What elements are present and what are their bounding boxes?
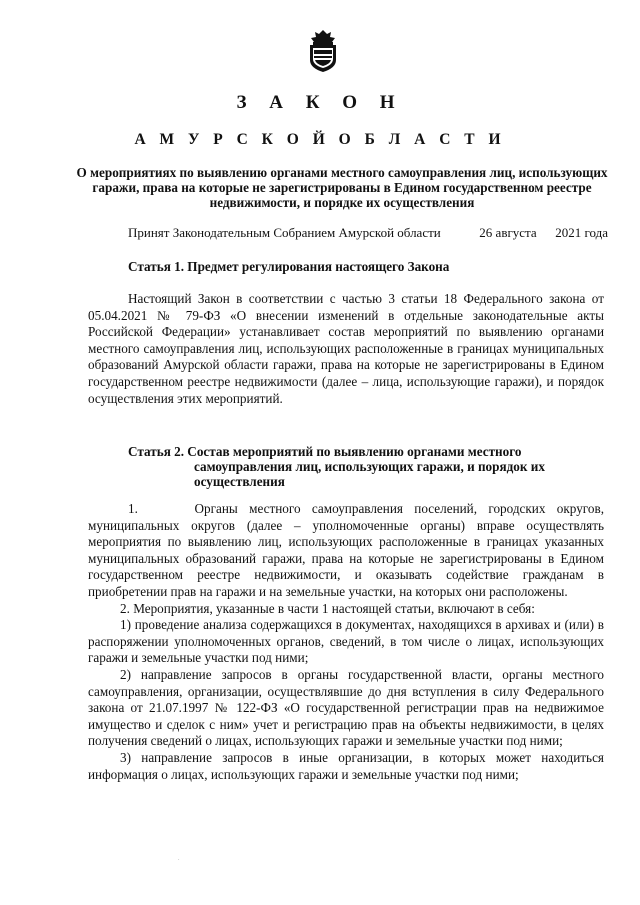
- article-2-paragraph: 2. Мероприятия, указанные в части 1 настоящей статьи, включают в себя:: [120, 600, 535, 616]
- scan-mark: .: [178, 856, 180, 862]
- article-1-body: [88, 291, 604, 407]
- adoption-year: 2021 года: [555, 225, 608, 240]
- article-2-paragraph: 1. Органы местного самоуправления поселений, городских округов, муниципальных округов (далее – уполномоченные органы) вправе осуществлять мероприятия по выявлению лиц, использующих расположенные в границах указанных муниципальных образований гаражи, права на которые не зарегистрированы в Едином государственном реестре недвижимости, и оказывать содействие гражданам в приобретении прав на гаражи и на земельные участки, на которых они расположены.: [88, 501, 604, 599]
- document-title: З А К О Н: [236, 92, 404, 113]
- article-1-title: Статья 1. Предмет регулирования настоящего Закона: [128, 259, 450, 274]
- article-2-title-rest: самоуправления лиц, использующих гаражи, и порядок их осуществления: [194, 459, 545, 489]
- amur-region-coat-of-arms-icon: [305, 28, 341, 74]
- article-2-paragraph: 2) направление запросов в органы государственной власти, органы местного самоуправления, организации, осуществлявшие до дня вступления в силу Федерального закона от 21.07.1997 № 122-ФЗ «О государственной регистрации прав на недвижимое имущество и сделок с ним» учет и регистрацию прав на объекты недвижимости, в целях получения сведений о лицах, использующих гаражи и земельные участки под ними;: [88, 666, 604, 749]
- adoption-line: [128, 225, 608, 241]
- article-2-paragraph: 1) проведение анализа содержащихся в документах, находящихся в архивах и (или) в распоряжении уполномоченных органов, сведений, в том числе о лицах, использующих гаражи и земельные участки под ними;: [88, 617, 604, 666]
- article-1-paragraph: Настоящий Закон в соответствии с частью 3 статьи 18 Федерального закона от 05.04.2021 № 79-ФЗ «О внесении изменений в отдельные законодательные акты Российской Федерации» устанавливает состав мероприятий по выявлению органами местного самоуправления лиц, использующих расположенные в границах муниципальных образований Амурской области гаражи, права на которые не зарегистрированы в Едином государственном реестре недвижимости (далее – лица, использующие гаражи), и порядок осуществления этих мероприятий.: [88, 291, 604, 406]
- article-2-title: [128, 444, 598, 489]
- article-2-paragraph: 3) направление запросов в иные организации, в которых может находиться информация о лицах, использующих гаражи и земельные участки под ними;: [88, 749, 604, 782]
- adoption-date: 26 августа: [479, 225, 537, 240]
- article-2-body: [88, 501, 604, 783]
- document-subtitle: А М У Р С К О Й О Б Л А С Т И: [134, 131, 506, 148]
- adoption-text: Принят Законодательным Собранием Амурской области: [128, 225, 441, 240]
- article-2-title-line1: Статья 2. Состав мероприятий по выявлению органами местного: [128, 444, 522, 459]
- law-heading: О мероприятиях по выявлению органами местного самоуправления лиц, использующих гаражи, права на которые не зарегистрированы в Едином государственном реестре недвижимости, и порядке их осуществления: [76, 165, 608, 210]
